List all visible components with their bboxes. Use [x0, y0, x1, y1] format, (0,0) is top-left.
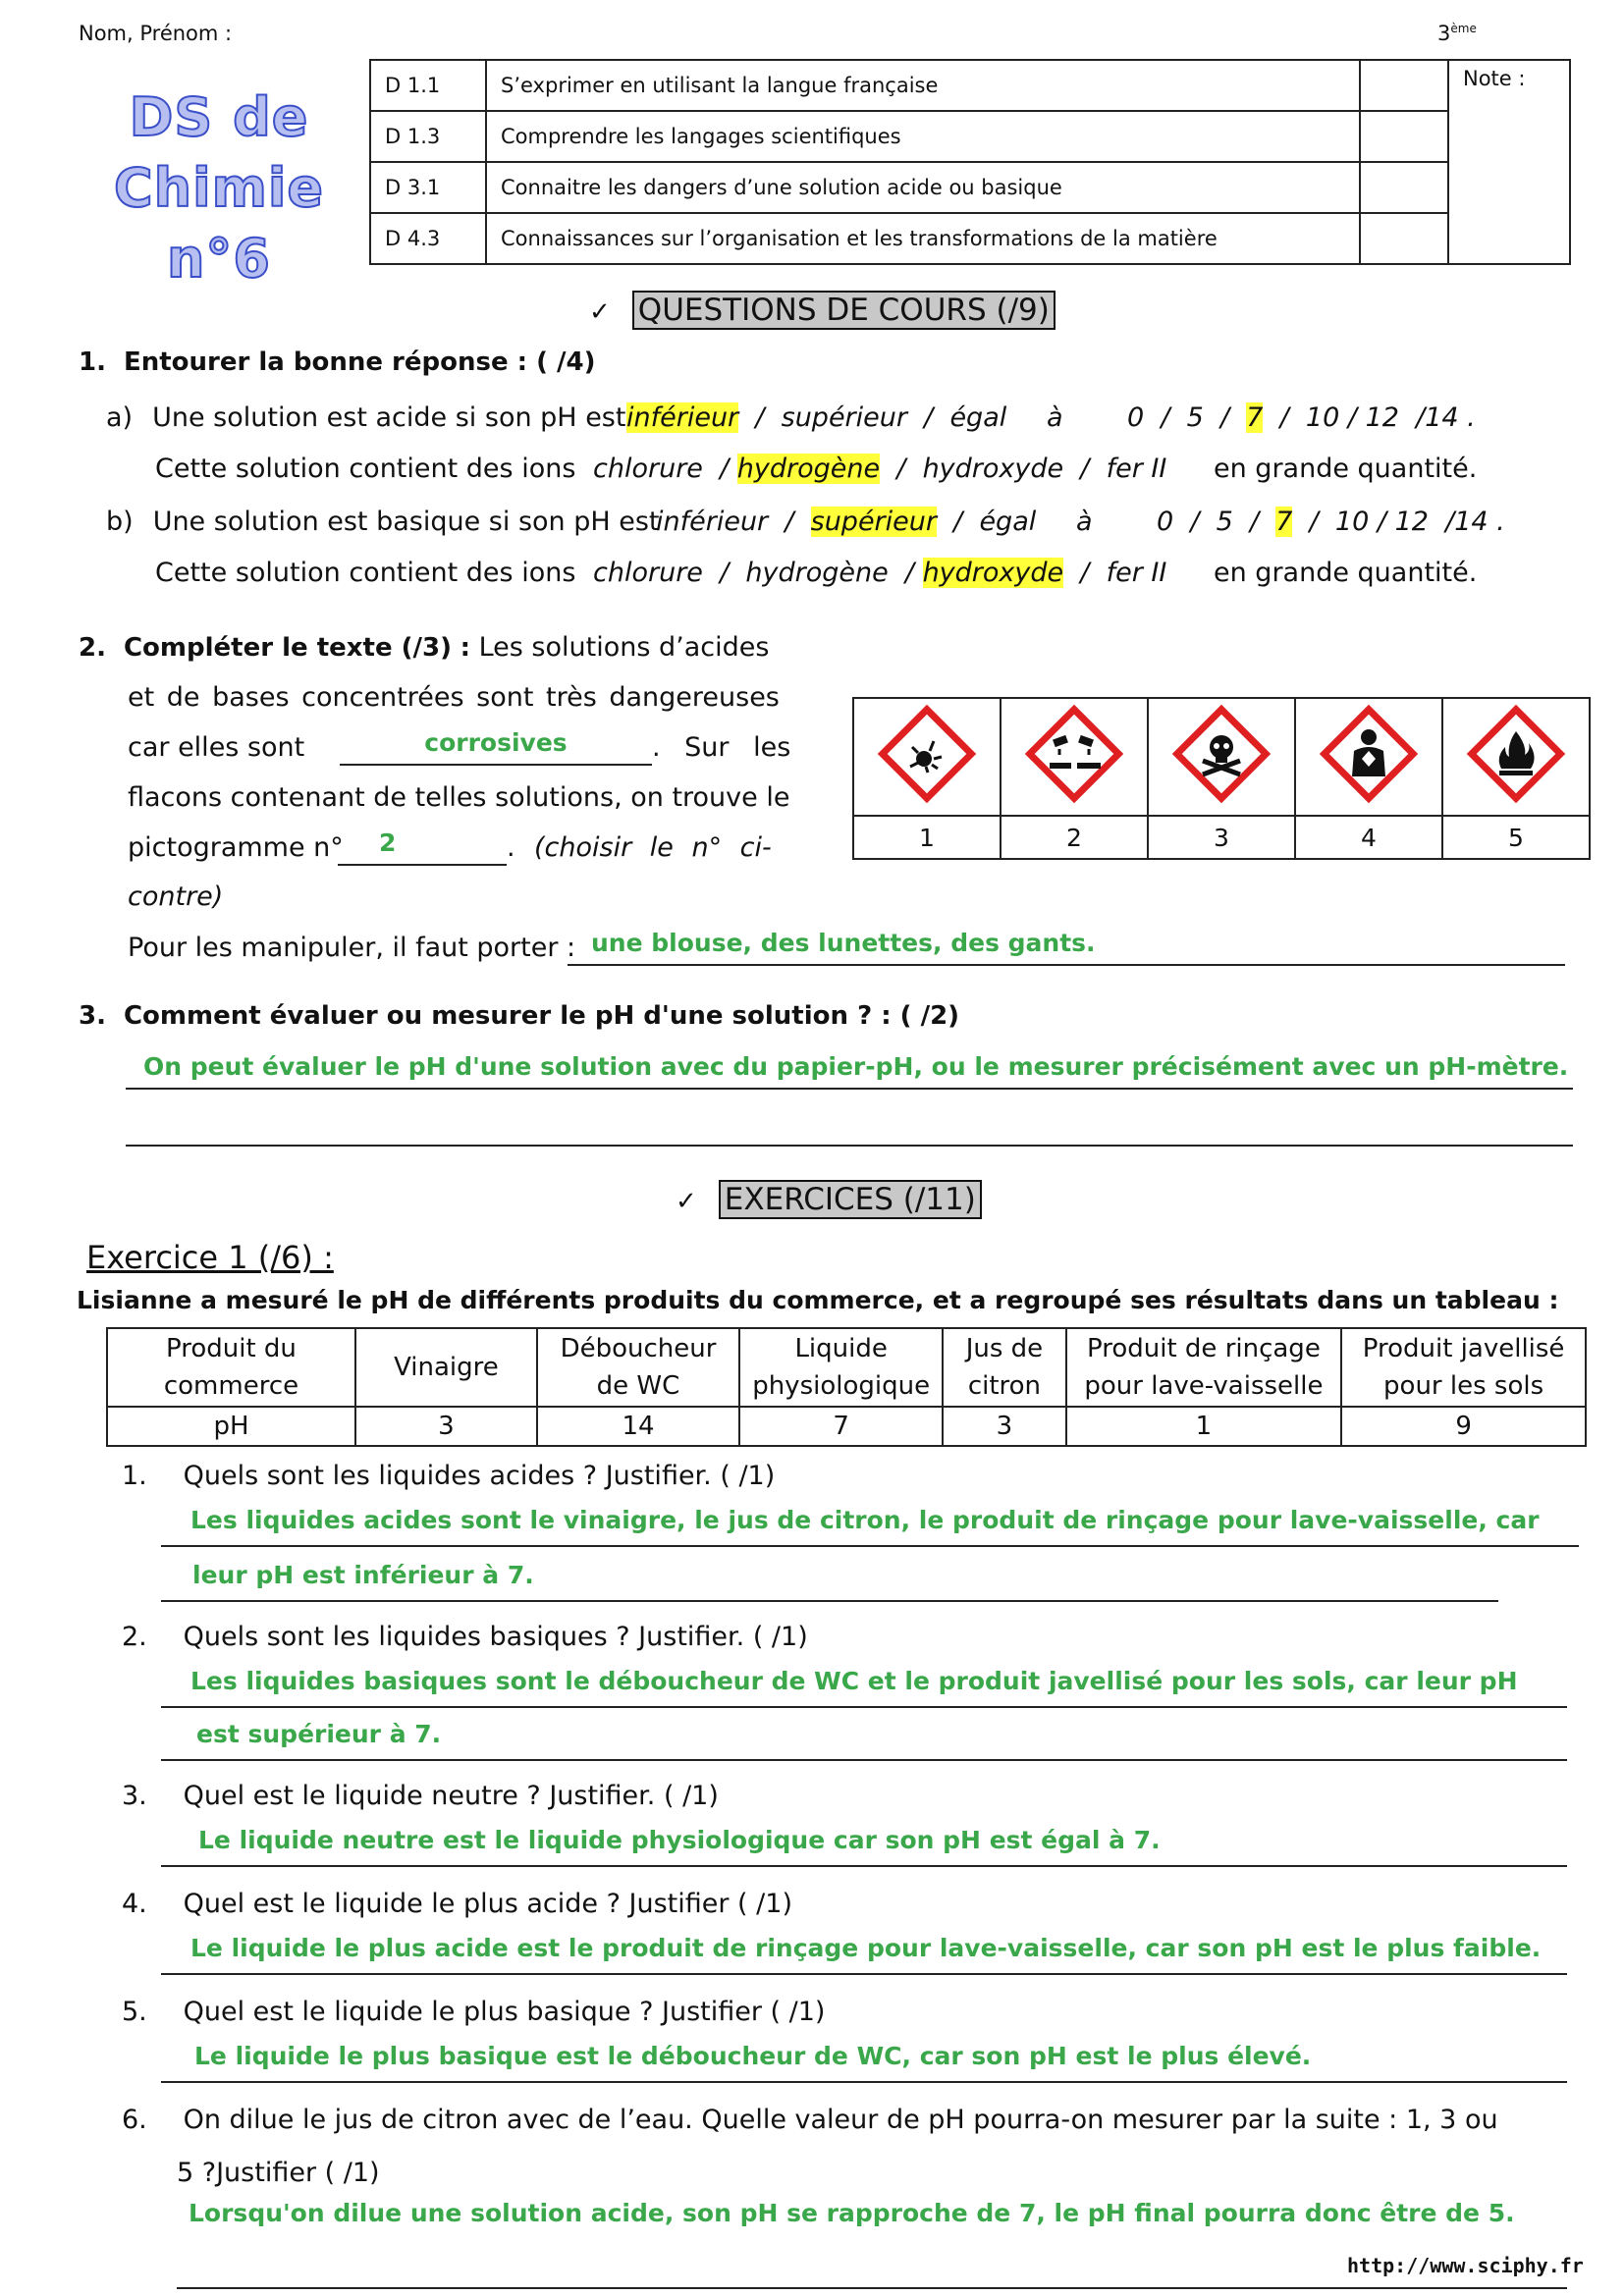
product-cell: Jus de citron — [943, 1328, 1065, 1407]
comp-code: D 1.3 — [370, 111, 486, 162]
q2-line4: flacons contenant de telles solutions, on trouve le — [128, 782, 790, 813]
q1b-line2: Cette solution contient des ions — [155, 558, 576, 588]
q3-answer-line-2[interactable] — [126, 1109, 1573, 1147]
comp-score — [1360, 60, 1448, 111]
ex1-q4-answer[interactable]: Le liquide le plus acide est le produit de rinçage pour lave-vaisselle, car son pH est le plus faible. — [161, 1934, 1567, 1975]
flame-icon — [1462, 700, 1570, 808]
q1a-line2: Cette solution contient des ions — [155, 454, 576, 484]
comp-label: Connaitre les dangers d’une solution acide ou basique — [486, 162, 1360, 213]
q1b-line2-end: en grande quantité. — [1214, 558, 1478, 588]
check-icon: ✓ — [676, 1187, 697, 1216]
picto-cell — [853, 698, 1001, 816]
q1b-line1: b) Une solution est basique si son pH est — [106, 507, 660, 537]
ex1-q1-answer-2[interactable]: leur pH est inférieur à 7. — [161, 1561, 1498, 1602]
picto-number: 1 — [853, 816, 1001, 859]
q1a-line2-end: en grande quantité. — [1214, 454, 1478, 484]
ph-value: 3 — [355, 1407, 537, 1446]
blank-picto-number[interactable]: 2 — [338, 828, 507, 866]
pictogram-table — [852, 697, 1591, 860]
ex1-q1: 1. Quels sont les liquides acides ? Justifier. ( /1) — [122, 1461, 776, 1491]
ph-table-header: Produit du commerce — [107, 1328, 355, 1407]
ex1-q5: 5. Quel est le liquide le plus basique ? Justifier ( /1) — [122, 1997, 826, 2027]
picto-number: 3 — [1148, 816, 1295, 859]
q1b-options: inférieur / supérieur / égal — [656, 507, 1037, 537]
comp-label: Comprendre les langages scientifiques — [486, 111, 1360, 162]
q2-line5-note: (choisir le n° ci- — [534, 832, 772, 863]
picto-cell — [1001, 698, 1148, 816]
ex1-q2-answer-2[interactable]: est supérieur à 7. — [161, 1720, 1567, 1761]
q2-line3-end: . Sur les — [652, 732, 791, 763]
q2-line5-dot: . — [507, 832, 515, 863]
note-cell: Note : — [1448, 60, 1570, 264]
q3-title: 3. Comment évaluer ou mesurer le pH d'une solution ? : ( /2) — [79, 1001, 960, 1031]
ph-value: 9 — [1341, 1407, 1586, 1446]
q1b-ions: chlorure / hydrogène / hydroxyde / fer II — [593, 558, 1167, 588]
section-title-cours: ✓ QUESTIONS DE COURS (/9) — [589, 293, 1056, 328]
q2-line3: car elles sont — [128, 732, 305, 763]
q2-line2: et de bases concentrées sont très dangereuses — [128, 682, 780, 713]
q2-line7: Pour les manipuler, il faut porter : — [128, 933, 576, 963]
picto-number: 4 — [1295, 816, 1442, 859]
comp-score — [1360, 213, 1448, 264]
explosive-icon — [873, 700, 981, 808]
class-label: 3ème — [1437, 22, 1477, 45]
ex1-q6: 6. On dilue le jus de citron avec de l’eau. Quelle valeur de pH pourra-on mesurer par la suite : 1, 3 ou — [122, 2105, 1498, 2135]
q1-title: 1. Entourer la bonne réponse : ( /4) — [79, 347, 596, 377]
picto-cell — [1442, 698, 1590, 816]
corrosive-icon — [1020, 700, 1128, 808]
ex1-q6-answer[interactable]: Lorsqu'on dilue une solution acide, son pH se rapproche de 7, le pH final pourra donc être de 5. — [189, 2199, 1515, 2227]
q2-line5: pictogramme n° — [128, 832, 344, 863]
logo — [77, 82, 361, 294]
q1b-a: à — [1076, 507, 1093, 537]
comp-code: D 1.1 — [370, 60, 486, 111]
comp-score — [1360, 162, 1448, 213]
product-cell: Produit javellisé pour les sols — [1341, 1328, 1586, 1407]
q1a-options: inférieur / supérieur / égal — [626, 402, 1007, 433]
picto-cell — [1148, 698, 1295, 816]
health-hazard-icon — [1315, 700, 1423, 808]
comp-label: S’exprimer en utilisant la langue française — [486, 60, 1360, 111]
picto-number: 5 — [1442, 816, 1590, 859]
picto-number: 2 — [1001, 816, 1148, 859]
ex1-q3-answer[interactable]: Le liquide neutre est le liquide physiologique car son pH est égal à 7. — [161, 1826, 1567, 1867]
comp-code: D 4.3 — [370, 213, 486, 264]
footer-url[interactable]: http://www.sciphy.fr — [1347, 2254, 1584, 2277]
q2-line6: contre) — [128, 881, 224, 912]
picto-cell — [1295, 698, 1442, 816]
ex1-q6-line2: 5 ?Justifier ( /1) — [177, 2158, 380, 2188]
comp-score — [1360, 111, 1448, 162]
exercise-1-intro: Lisianne a mesuré le pH de différents produits du commerce, et a regroupé ses résultats dans un tableau : — [77, 1286, 1559, 1314]
comp-label: Connaissances sur l’organisation et les transformations de la matière — [486, 213, 1360, 264]
ph-value: 7 — [739, 1407, 943, 1446]
product-cell: Vinaigre — [355, 1328, 537, 1407]
ph-table — [106, 1327, 1587, 1447]
blank-corrosive[interactable]: corrosives — [340, 728, 652, 766]
section-title-exercices: ✓ EXERCICES (/11) — [676, 1182, 982, 1217]
blank-protection[interactable]: une blouse, des lunettes, des gants. — [568, 929, 1565, 966]
ex1-q2: 2. Quels sont les liquides basiques ? Justifier. ( /1) — [122, 1622, 808, 1652]
q1a-line1: a) Une solution est acide si son pH est — [106, 402, 626, 433]
ex1-q1-answer[interactable]: Les liquides acides sont le vinaigre, le jus de citron, le produit de rinçage pour lave-vaisselle, car — [161, 1506, 1579, 1547]
logo-line-1: DS de — [129, 86, 309, 148]
ex1-q3: 3. Quel est le liquide neutre ? Justifier. ( /1) — [122, 1781, 719, 1811]
q1a-a: à — [1047, 402, 1063, 433]
q3-answer-line[interactable]: On peut évaluer le pH d'une solution avec du papier-pH, ou le mesurer précisément avec un pH-mètre. — [126, 1052, 1573, 1090]
ex1-q4: 4. Quel est le liquide le plus acide ? Justifier ( /1) — [122, 1889, 792, 1919]
q1b-values: 0 / 5 / 7 / 10 / 12 /14 . — [1157, 507, 1505, 537]
logo-line-2: Chimie n°6 — [114, 157, 324, 290]
name-label: Nom, Prénom : — [79, 22, 233, 45]
product-cell: Déboucheur de WC — [537, 1328, 739, 1407]
ph-row-label: pH — [107, 1407, 355, 1446]
product-cell: Produit de rinçage pour lave-vaisselle — [1066, 1328, 1342, 1407]
q1a-values: 0 / 5 / 7 / 10 / 12 /14 . — [1127, 402, 1476, 433]
q1a-ions: chlorure / hydrogène / hydroxyde / fer II — [593, 454, 1167, 484]
competences-table — [369, 59, 1571, 265]
ex1-q5-answer[interactable]: Le liquide le plus basique est le déboucheur de WC, car son pH est le plus élevé. — [161, 2042, 1567, 2083]
ex1-q2-answer[interactable]: Les liquides basiques sont le déboucheur de WC et le produit javellisé pour les sols, car leur pH — [161, 1667, 1567, 1708]
q2-line1: 2. Compléter le texte (/3) : Les solutions d’acides — [79, 632, 770, 663]
comp-code: D 3.1 — [370, 162, 486, 213]
ph-value: 3 — [943, 1407, 1065, 1446]
ph-value: 1 — [1066, 1407, 1342, 1446]
ph-value: 14 — [537, 1407, 739, 1446]
product-cell: Liquide physiologique — [739, 1328, 943, 1407]
skull-icon — [1167, 700, 1275, 808]
check-icon: ✓ — [589, 297, 611, 327]
exercise-1-title: Exercice 1 (/6) : — [86, 1239, 334, 1276]
